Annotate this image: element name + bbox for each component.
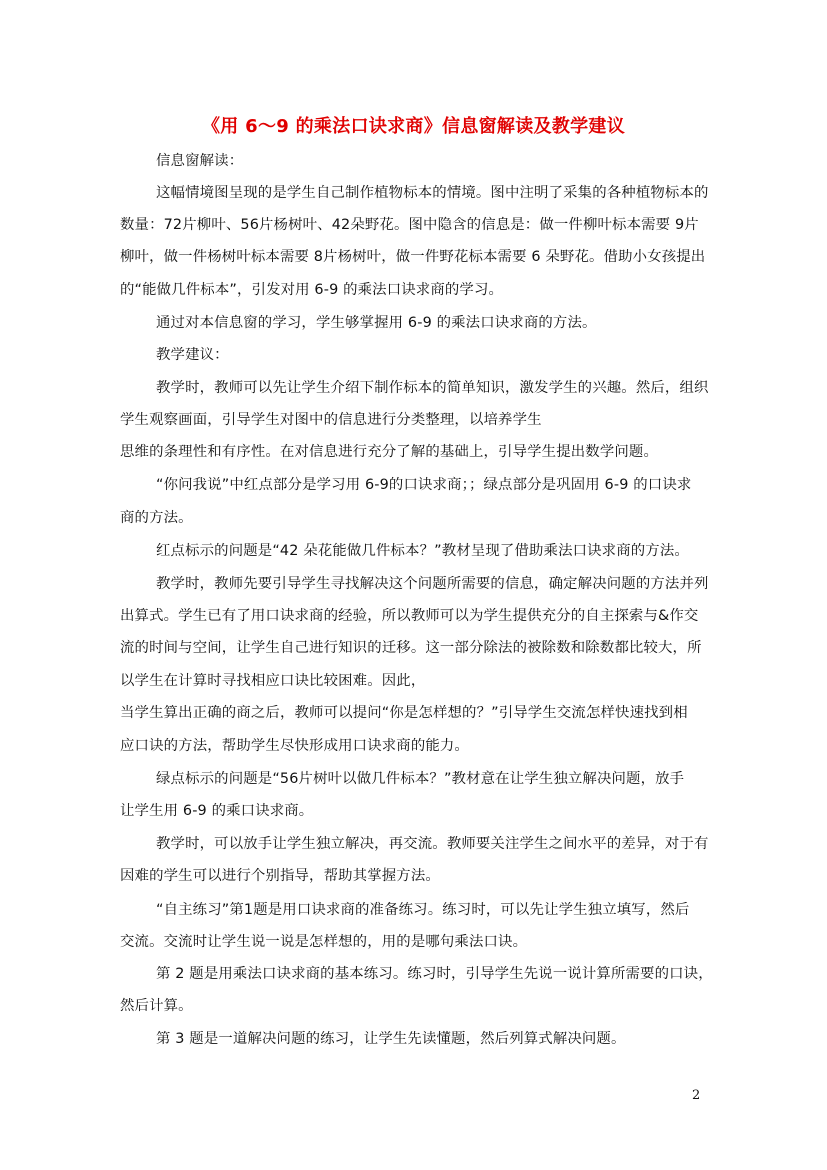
text-line: 绿点标示的问题是“56片树叶以做几件标本？”教材意在让学生独立解决问题，放手 bbox=[156, 771, 685, 787]
text-line: 然后计算。 bbox=[120, 998, 193, 1014]
text-line: 流的时间与空间，让学生自己进行知识的迁移。这一部分除法的被除数和除数都比较大，所 bbox=[120, 640, 702, 656]
page-number: 2 bbox=[692, 1088, 701, 1103]
text-line: 教学时，教师可以先让学生介绍下制作标本的简单知识，激发学生的兴趣。然后，组织 bbox=[156, 380, 709, 396]
text-line: 的“能做几件标本”，引发对用 6-9 的乘法口诀求商的学习。 bbox=[120, 282, 504, 298]
text-line: 信息窗解读： bbox=[156, 153, 244, 169]
text-line: 教学时，可以放手让学生独立解决，再交流。教师要关注学生之间水平的差异，对于有 bbox=[156, 836, 709, 852]
text-line: 教学时，教师先要引导学生寻找解决这个问题所需要的信息，确定解决问题的方法并列 bbox=[156, 576, 709, 592]
text-line: 学生观察画面，引导学生对图中的信息进行分类整理，以培养学生 bbox=[120, 412, 542, 428]
text-line: 思维的条理性和有序性。在对信息进行充分了解的基础上，引导学生提出数学问题。 bbox=[120, 444, 659, 460]
text-line: 当学生算出正确的商之后，教师可以提问“你是怎样想的？”引导学生交流怎样快速找到相 bbox=[120, 705, 688, 721]
text-line: 教学建议： bbox=[156, 347, 229, 363]
text-line: 柳叶，做一件杨树叶标本需要 8片杨树叶，做一件野花标本需要 6 朵野花。借助小女孩提出 bbox=[120, 249, 706, 265]
text-line: 让学生用 6-9 的乘口诀求商。 bbox=[120, 803, 314, 819]
text-line: 因难的学生可以进行个别指导，帮助其掌握方法。 bbox=[120, 868, 440, 884]
text-line: 数量：72片柳叶、56片杨树叶、42朵野花。图中隐含的信息是：做一件柳叶标本需要 9片 bbox=[120, 217, 699, 233]
text-line: “你问我说”中红点部分是学习用 6-9的口诀求商；；绿点部分是巩固用 6-9 的口诀求 bbox=[156, 477, 692, 493]
text-line: 应口诀的方法，帮助学生尽快形成用口诀求商的能力。 bbox=[120, 738, 469, 754]
document-title: 《用 6～9 的乘法口诀求商》信息窗解读及教学建议 bbox=[201, 116, 626, 137]
text-line: 以学生在计算时寻找相应口诀比较困难。因此， bbox=[120, 673, 426, 689]
text-line: “自主练习”第1题是用口诀求商的准备练习。练习时，可以先让学生独立填写，然后 bbox=[156, 902, 690, 918]
text-line: 出算式。学生已有了用口诀求商的经验，所以教师可以为学生提供充分的自主探索与&作交 bbox=[120, 608, 699, 624]
text-line: 红点标示的问题是“42 朵花能做几件标本？”教材呈现了借助乘法口诀求商的方法。 bbox=[156, 543, 689, 559]
text-line: 这幅情境图呈现的是学生自己制作植物标本的情境。图中注明了采集的各种植物标本的 bbox=[156, 185, 709, 201]
text-line: 第 3 题是一道解决问题的练习，让学生先读懂题，然后列算式解决问题。 bbox=[156, 1031, 626, 1047]
text-line: 通过对本信息窗的学习，学生够掌握用 6-9 的乘法口诀求商的方法。 bbox=[156, 315, 597, 331]
text-line: 商的方法。 bbox=[120, 510, 193, 526]
text-line: 交流。交流时让学生说一说是怎样想的，用的是哪句乘法口诀。 bbox=[120, 934, 528, 950]
text-line: 第 2 题是用乘法口诀求商的基本练习。练习时，引导学生先说一说计算所需要的口诀， bbox=[156, 966, 713, 982]
